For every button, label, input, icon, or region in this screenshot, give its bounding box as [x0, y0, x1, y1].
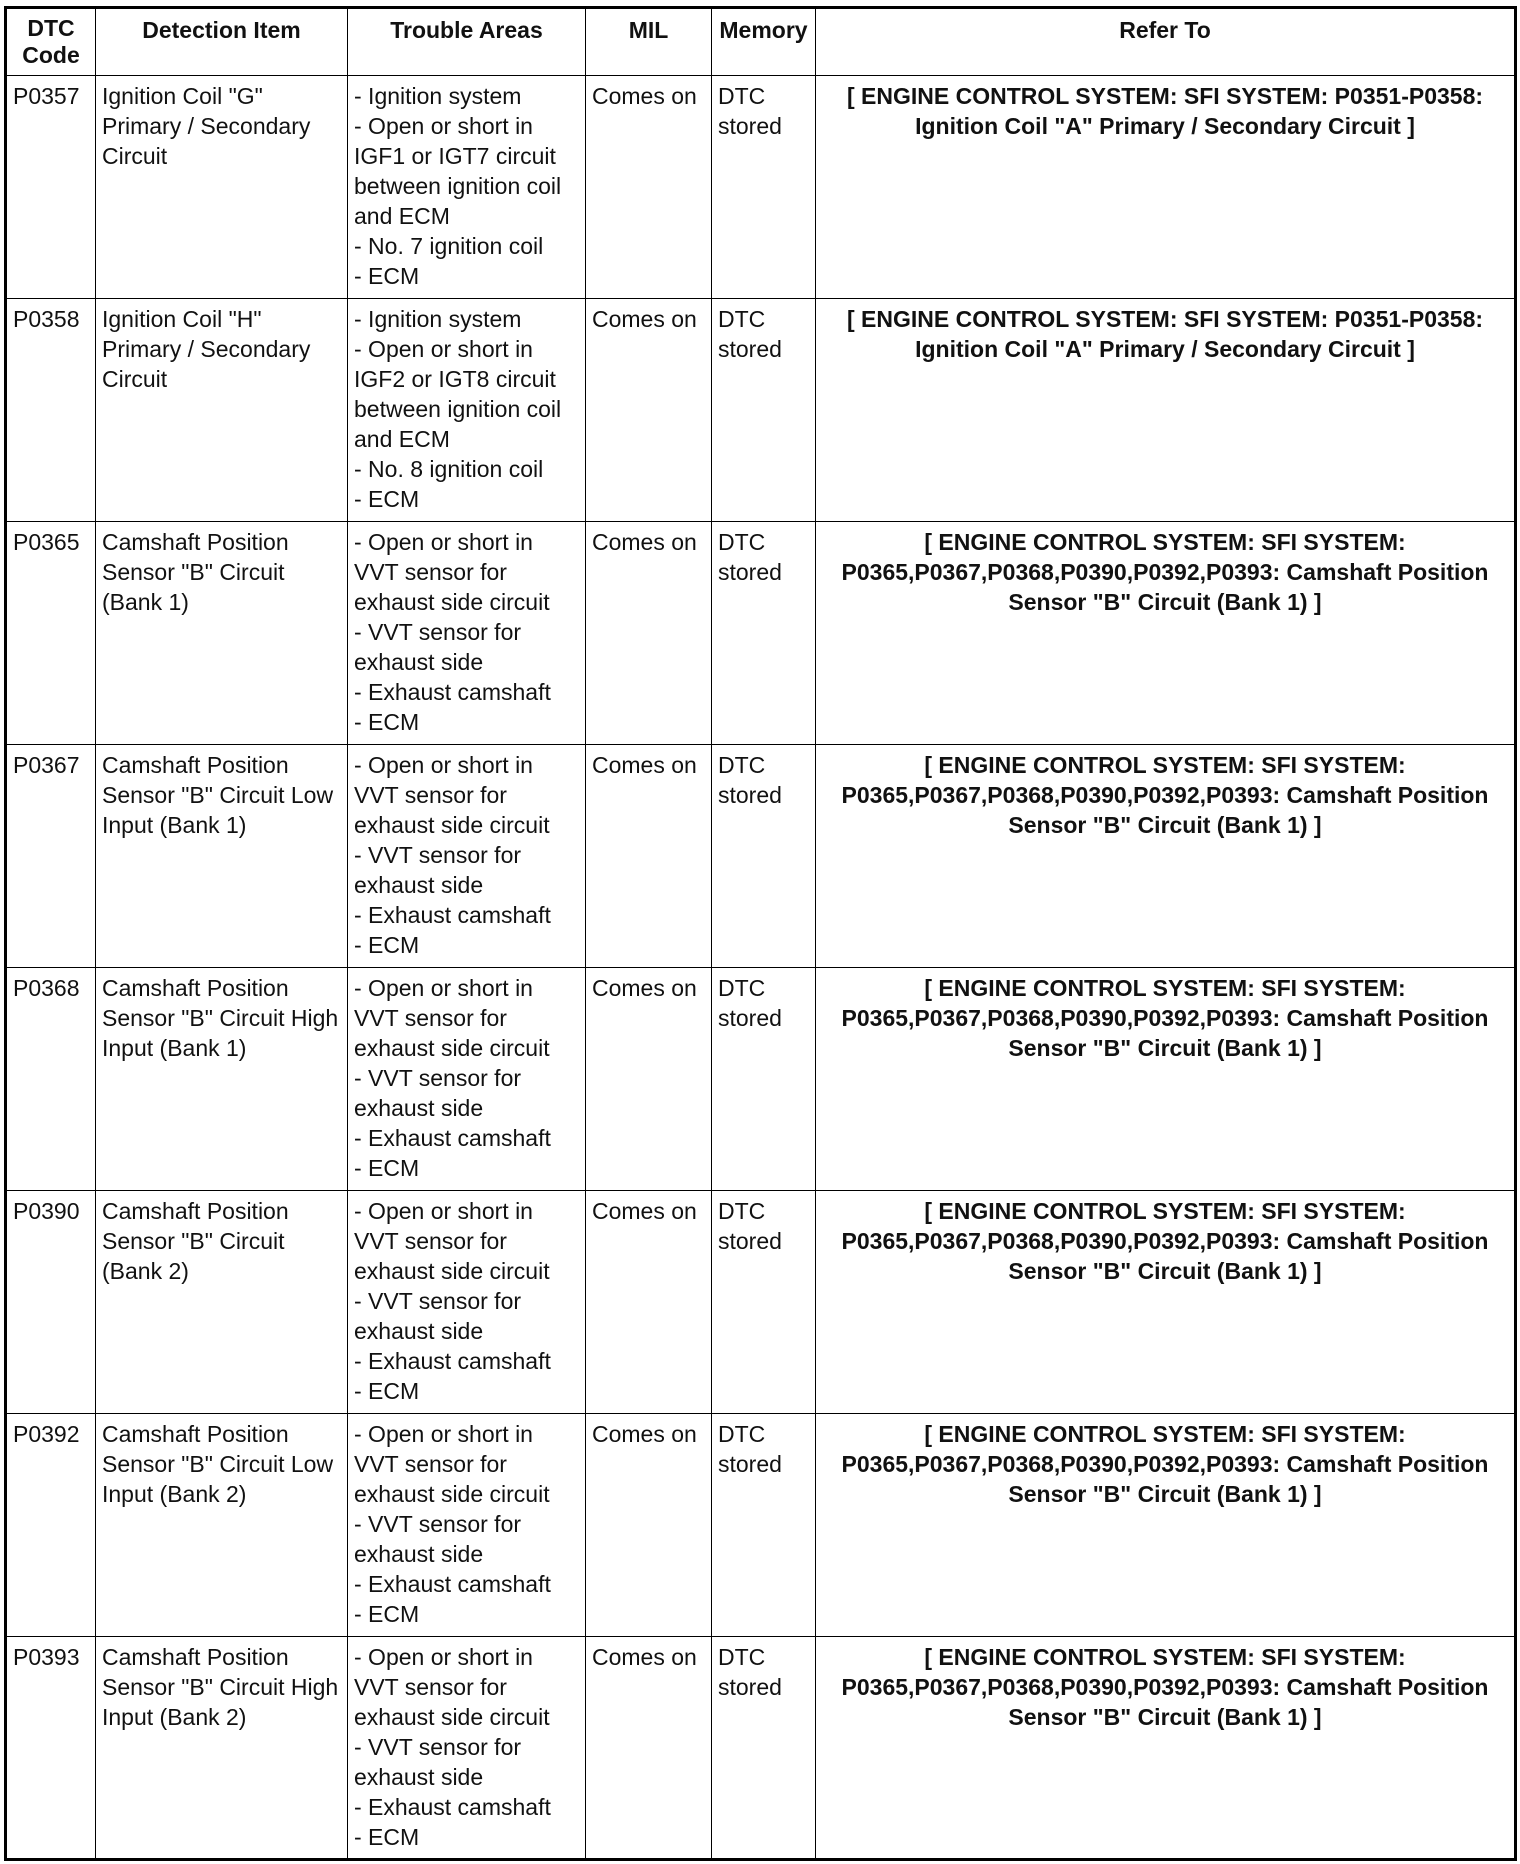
dtc-code-cell: P0358 [6, 299, 96, 522]
trouble-area-item: - VVT sensor for exhaust side [354, 1288, 522, 1344]
trouble-areas-cell [348, 522, 586, 745]
detection-item-cell: Camshaft Position Sensor "B" Circuit Low Input (Bank 1) [96, 745, 348, 968]
trouble-area-item: - ECM [354, 263, 420, 289]
table-row [6, 299, 1516, 522]
refer-to-cell: [ ENGINE CONTROL SYSTEM: SFI SYSTEM: P0365,P0367,P0368,P0390,P0392,P0393: Camshaft Position Sensor "B" Circuit (Bank 1) ] [816, 1414, 1516, 1637]
detection-item-cell: Ignition Coil "G" Primary / Secondary Circuit [96, 76, 348, 299]
refer-to-cell: [ ENGINE CONTROL SYSTEM: SFI SYSTEM: P0351-P0358: Ignition Coil "A" Primary / Secondary Circuit ] [816, 299, 1516, 522]
mil-cell: Comes on [586, 968, 712, 1191]
table-row [6, 1414, 1516, 1637]
header-dtc-code-line1: DTC [27, 15, 75, 41]
refer-to-cell: [ ENGINE CONTROL SYSTEM: SFI SYSTEM: P0365,P0367,P0368,P0390,P0392,P0393: Camshaft Position Sensor "B" Circuit (Bank 1) ] [816, 968, 1516, 1191]
dtc-code-cell: P0357 [6, 76, 96, 299]
dtc-code-cell: P0367 [6, 745, 96, 968]
trouble-area-item: - ECM [354, 709, 420, 735]
table-row [6, 1637, 1516, 1860]
trouble-area-item: - Exhaust camshaft [354, 1571, 551, 1597]
trouble-areas-cell [348, 299, 586, 522]
header-dtc-code [6, 8, 96, 76]
detection-item-cell: Camshaft Position Sensor "B" Circuit (Bank 2) [96, 1191, 348, 1414]
trouble-areas-cell [348, 1191, 586, 1414]
trouble-area-item: - ECM [354, 486, 420, 512]
mil-cell: Comes on [586, 1191, 712, 1414]
memory-cell: DTC stored [712, 1191, 816, 1414]
refer-to-cell: [ ENGINE CONTROL SYSTEM: SFI SYSTEM: P0365,P0367,P0368,P0390,P0392,P0393: Camshaft Position Sensor "B" Circuit (Bank 1) ] [816, 522, 1516, 745]
table-row [6, 745, 1516, 968]
dtc-code-cell: P0393 [6, 1637, 96, 1860]
trouble-area-item: - No. 8 ignition coil [354, 456, 544, 482]
dtc-code-cell: P0365 [6, 522, 96, 745]
trouble-area-item: - Open or short in VVT sensor for exhaust side circuit [354, 1421, 550, 1507]
trouble-area-item: - ECM [354, 1378, 420, 1404]
detection-item-cell: Ignition Coil "H" Primary / Secondary Circuit [96, 299, 348, 522]
trouble-area-item: - ECM [354, 1601, 420, 1627]
header-trouble-areas: Trouble Areas [348, 8, 586, 76]
refer-to-cell: [ ENGINE CONTROL SYSTEM: SFI SYSTEM: P0365,P0367,P0368,P0390,P0392,P0393: Camshaft Position Sensor "B" Circuit (Bank 1) ] [816, 1191, 1516, 1414]
refer-to-cell: [ ENGINE CONTROL SYSTEM: SFI SYSTEM: P0365,P0367,P0368,P0390,P0392,P0393: Camshaft Position Sensor "B" Circuit (Bank 1) ] [816, 745, 1516, 968]
dtc-code-cell: P0390 [6, 1191, 96, 1414]
table-body [6, 76, 1516, 1860]
trouble-area-item: - Open or short in IGF2 or IGT8 circuit between ignition coil and ECM [354, 336, 562, 452]
table-row [6, 522, 1516, 745]
trouble-area-item: - Open or short in VVT sensor for exhaust side circuit [354, 529, 550, 615]
trouble-area-item: - ECM [354, 1824, 420, 1850]
memory-cell: DTC stored [712, 299, 816, 522]
trouble-area-item: - Open or short in VVT sensor for exhaust side circuit [354, 975, 550, 1061]
mil-cell: Comes on [586, 745, 712, 968]
trouble-area-item: - Ignition system [354, 306, 522, 332]
mil-cell: Comes on [586, 299, 712, 522]
memory-cell: DTC stored [712, 968, 816, 1191]
trouble-area-item: - VVT sensor for exhaust side [354, 842, 522, 898]
trouble-area-item: - Exhaust camshaft [354, 902, 551, 928]
trouble-area-item: - Exhaust camshaft [354, 1125, 551, 1151]
mil-cell: Comes on [586, 1414, 712, 1637]
table-row [6, 1191, 1516, 1414]
memory-cell: DTC stored [712, 522, 816, 745]
header-row [6, 8, 1516, 76]
table-row [6, 76, 1516, 299]
trouble-area-item: - ECM [354, 932, 420, 958]
trouble-area-item: - VVT sensor for exhaust side [354, 1511, 522, 1567]
trouble-area-item: - VVT sensor for exhaust side [354, 1065, 522, 1121]
trouble-area-item: - VVT sensor for exhaust side [354, 619, 522, 675]
trouble-area-item: - Open or short in IGF1 or IGT7 circuit between ignition coil and ECM [354, 113, 562, 229]
memory-cell: DTC stored [712, 1637, 816, 1860]
detection-item-cell: Camshaft Position Sensor "B" Circuit High Input (Bank 2) [96, 1637, 348, 1860]
memory-cell: DTC stored [712, 1414, 816, 1637]
dtc-table [4, 6, 1517, 1861]
trouble-area-item: - Exhaust camshaft [354, 1794, 551, 1820]
trouble-area-item: - No. 7 ignition coil [354, 233, 544, 259]
trouble-area-item: - Ignition system [354, 83, 522, 109]
header-detection-item: Detection Item [96, 8, 348, 76]
trouble-area-item: - VVT sensor for exhaust side [354, 1734, 522, 1790]
detection-item-cell: Camshaft Position Sensor "B" Circuit Low Input (Bank 2) [96, 1414, 348, 1637]
memory-cell: DTC stored [712, 745, 816, 968]
trouble-areas-cell [348, 1414, 586, 1637]
trouble-areas-cell [348, 76, 586, 299]
header-dtc-code-line2: Code [22, 42, 80, 68]
header-memory: Memory [712, 8, 816, 76]
trouble-area-item: - Open or short in VVT sensor for exhaust side circuit [354, 1644, 550, 1730]
trouble-areas-cell [348, 745, 586, 968]
mil-cell: Comes on [586, 1637, 712, 1860]
trouble-area-item: - Open or short in VVT sensor for exhaust side circuit [354, 1198, 550, 1284]
dtc-code-cell: P0392 [6, 1414, 96, 1637]
refer-to-cell: [ ENGINE CONTROL SYSTEM: SFI SYSTEM: P0351-P0358: Ignition Coil "A" Primary / Secondary Circuit ] [816, 76, 1516, 299]
trouble-area-item: - ECM [354, 1155, 420, 1181]
trouble-area-item: - Open or short in VVT sensor for exhaust side circuit [354, 752, 550, 838]
mil-cell: Comes on [586, 522, 712, 745]
trouble-area-item: - Exhaust camshaft [354, 679, 551, 705]
trouble-area-item: - Exhaust camshaft [354, 1348, 551, 1374]
mil-cell: Comes on [586, 76, 712, 299]
refer-to-cell: [ ENGINE CONTROL SYSTEM: SFI SYSTEM: P0365,P0367,P0368,P0390,P0392,P0393: Camshaft Position Sensor "B" Circuit (Bank 1) ] [816, 1637, 1516, 1860]
trouble-areas-cell [348, 968, 586, 1191]
memory-cell: DTC stored [712, 76, 816, 299]
header-refer-to: Refer To [816, 8, 1516, 76]
detection-item-cell: Camshaft Position Sensor "B" Circuit (Bank 1) [96, 522, 348, 745]
detection-item-cell: Camshaft Position Sensor "B" Circuit High Input (Bank 1) [96, 968, 348, 1191]
header-mil: MIL [586, 8, 712, 76]
table-row [6, 968, 1516, 1191]
trouble-areas-cell [348, 1637, 586, 1860]
dtc-code-cell: P0368 [6, 968, 96, 1191]
table-header [6, 8, 1516, 76]
